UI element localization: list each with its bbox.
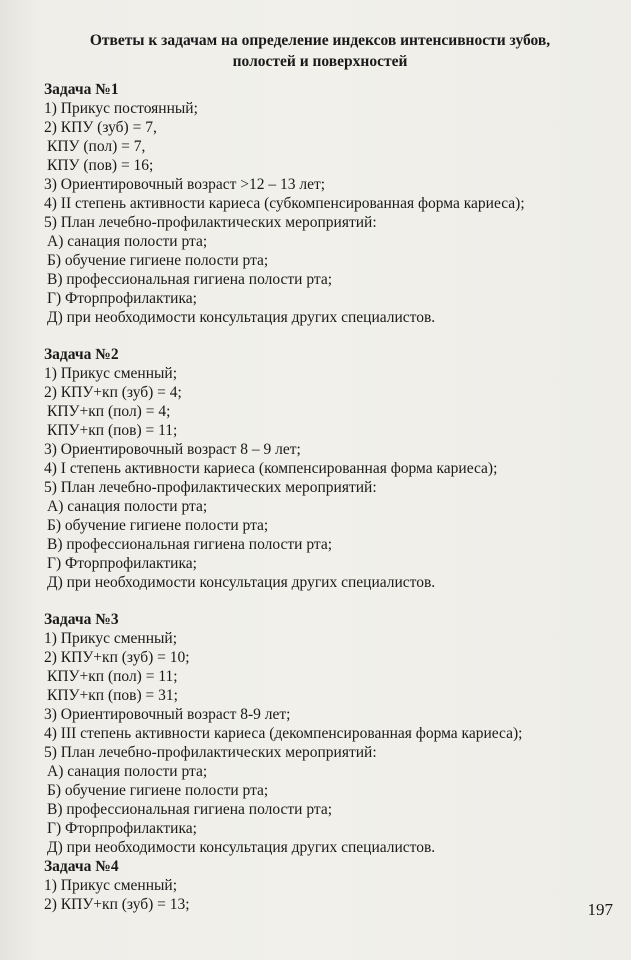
answer-line: 3) Ориентировочный возраст 8 – 9 лет; <box>44 441 301 458</box>
answer-line: КПУ+кп (пов) = 31; <box>47 687 178 704</box>
title-line-2: полостей и поверхностей <box>232 53 408 70</box>
title-line-1: Ответы к задачам на определение индексов интенсивности зубов, <box>89 32 551 49</box>
answer-line: 4) III степень активности кариеса (декомпенсированная форма кариеса); <box>44 725 523 742</box>
answer-line: КПУ+кп (пол) = 4; <box>47 403 171 420</box>
answer-line: 5) План лечебно-профилактических мероприятий: <box>44 479 377 496</box>
answer-line: 2) КПУ (зуб) = 7, <box>44 119 157 136</box>
answer-line: 1) Прикус сменный; <box>44 365 178 382</box>
answer-line: 4) I степень активности кариеса (компенсированная форма кариеса); <box>44 460 498 477</box>
answer-line: КПУ+кп (пов) = 11; <box>47 422 178 439</box>
answer-line: Г) Фторпрофилактика; <box>47 820 197 837</box>
answer-line: 3) Ориентировочный возраст 8-9 лет; <box>44 706 291 723</box>
answer-line: В) профессиональная гигиена полости рта; <box>47 536 333 553</box>
answer-line: 4) II степень активности кариеса (субкомпенсированная форма кариеса); <box>44 195 525 212</box>
task-section-2 <box>44 345 604 592</box>
answer-line: В) профессиональная гигиена полости рта; <box>47 271 333 288</box>
answer-line: В) профессиональная гигиена полости рта; <box>47 801 333 818</box>
answer-line: 1) Прикус постоянный; <box>44 100 198 117</box>
answer-line: КПУ (пол) = 7, <box>47 138 146 155</box>
task-heading: Задача №3 <box>44 611 119 628</box>
task-heading: Задача №4 <box>44 858 119 875</box>
task-section-4 <box>44 857 604 914</box>
answer-line: Д) при необходимости консультация других специалистов. <box>47 574 436 591</box>
answer-line: А) санация полости рта; <box>47 233 208 250</box>
answer-line: 5) План лечебно-профилактических мероприятий: <box>44 214 377 231</box>
answer-line: 5) План лечебно-профилактических мероприятий: <box>44 744 377 761</box>
answer-line: 2) КПУ+кп (зуб) = 10; <box>44 649 190 666</box>
answer-line: Г) Фторпрофилактика; <box>47 290 197 307</box>
answers-content <box>44 80 604 914</box>
answer-line: КПУ (пов) = 16; <box>47 157 154 174</box>
answer-line: А) санация полости рта; <box>47 498 208 515</box>
answer-line: Д) при необходимости консультация других специалистов. <box>47 839 436 856</box>
answer-line: 1) Прикус сменный; <box>44 877 178 894</box>
answer-line: А) санация полости рта; <box>47 763 208 780</box>
answer-line: 2) КПУ+кп (зуб) = 4; <box>44 384 182 401</box>
answer-line: Д) при необходимости консультация других специалистов. <box>47 309 436 326</box>
answer-line: Б) обучение гигиене полости рта; <box>47 782 269 799</box>
task-heading: Задача №1 <box>44 81 119 98</box>
answer-line: КПУ+кп (пол) = 11; <box>47 668 178 685</box>
task-section-1 <box>44 80 604 327</box>
page-number: 197 <box>587 900 613 919</box>
answer-line: Б) обучение гигиене полости рта; <box>47 252 269 269</box>
page-title <box>40 30 600 72</box>
answer-line: 3) Ориентировочный возраст >12 – 13 лет; <box>44 176 326 193</box>
answer-line: 2) КПУ+кп (зуб) = 13; <box>44 896 190 913</box>
answer-line: 1) Прикус сменный; <box>44 630 178 647</box>
answer-line: Г) Фторпрофилактика; <box>47 555 197 572</box>
task-section-3 <box>44 610 604 857</box>
task-heading: Задача №2 <box>44 346 119 363</box>
answer-line: Б) обучение гигиене полости рта; <box>47 517 269 534</box>
